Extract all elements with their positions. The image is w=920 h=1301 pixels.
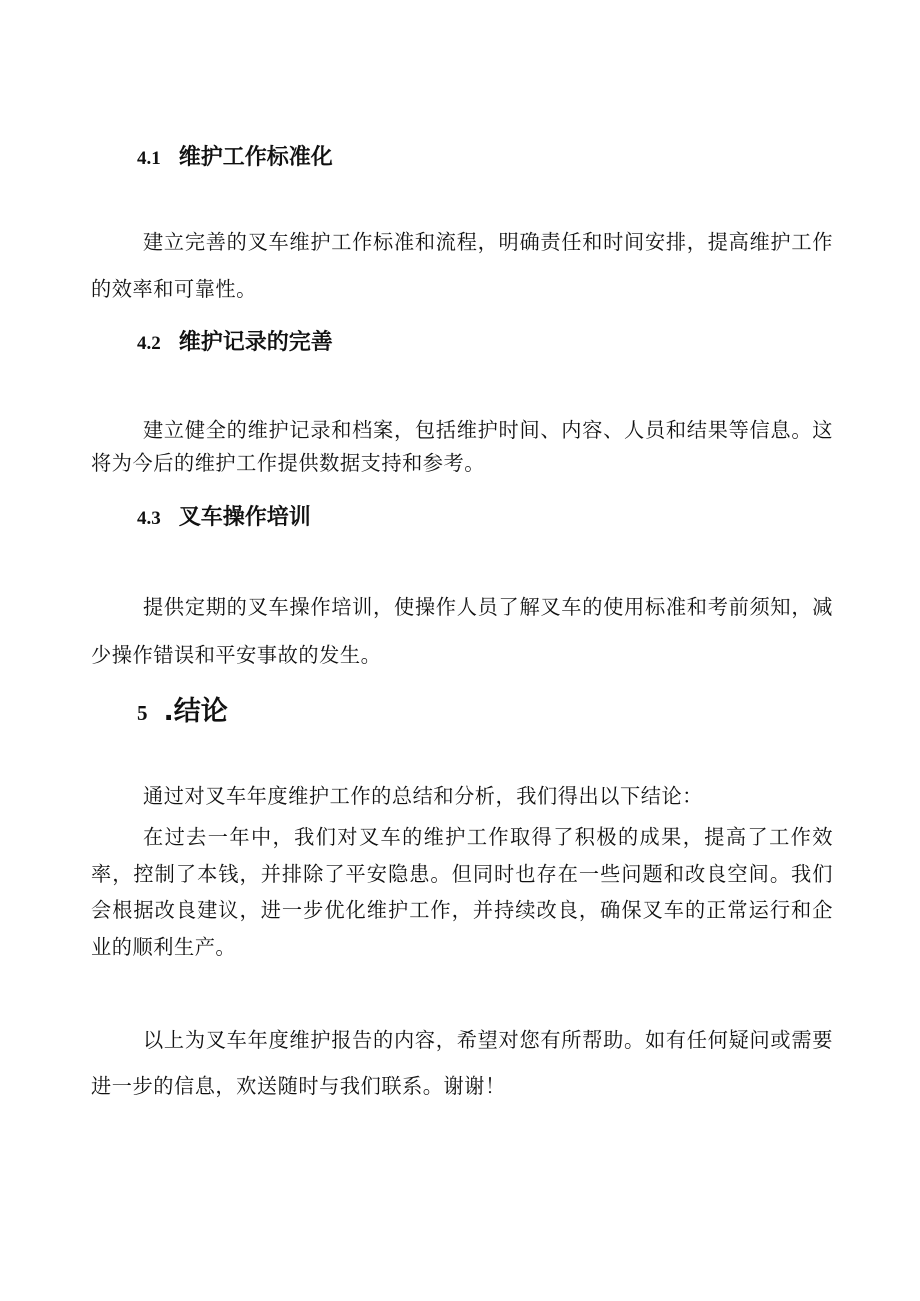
section-number: 4.1 bbox=[137, 148, 161, 169]
conclusion-body: 在过去一年中，我们对叉车的维护工作取得了积极的成果，提高了工作效率，控制了本钱，并排除了平安隐患。但同时也存在一些问题和改良空间。我们会根据改良建议，进一步优化维护工作，并持续改良，确保叉车的正常运行和企业的顺利生产。 bbox=[91, 825, 833, 959]
section-title: 维护工作标准化 bbox=[178, 145, 333, 170]
section-body-4-1: 建立完善的叉车维护工作标准和流程，明确责任和时间安排，提高维护工作的效率和可靠性。 bbox=[91, 230, 833, 301]
section-heading-4-3 bbox=[137, 507, 311, 529]
conclusion-number: 5 bbox=[137, 701, 148, 725]
section-heading-4-2 bbox=[137, 332, 333, 354]
section-number: 4.3 bbox=[137, 508, 161, 529]
conclusion-intro: 通过对叉车年度维护工作的总结和分析，我们得出以下结论： bbox=[143, 784, 703, 808]
section-body-4-3: 提供定期的叉车操作培训，使操作人员了解叉车的使用标准和考前须知，减少操作错误和平安事故的发生。 bbox=[91, 595, 833, 667]
section-title: 维护记录的完善 bbox=[178, 330, 333, 355]
section-number: 4.2 bbox=[137, 333, 161, 354]
conclusion-closing: 以上为叉车年度维护报告的内容，希望对您有所帮助。如有任何疑问或需要进一步的信息，欢送随时与我们联系。谢谢！ bbox=[91, 1028, 833, 1098]
conclusion-heading bbox=[137, 698, 228, 725]
section-body-4-2: 建立健全的维护记录和档案，包括维护时间、内容、人员和结果等信息。这将为今后的维护工作提供数据支持和参考。 bbox=[91, 418, 833, 475]
section-heading-4-1 bbox=[137, 147, 333, 169]
conclusion-title: .结论 bbox=[163, 696, 228, 727]
section-title: 叉车操作培训 bbox=[178, 505, 311, 530]
